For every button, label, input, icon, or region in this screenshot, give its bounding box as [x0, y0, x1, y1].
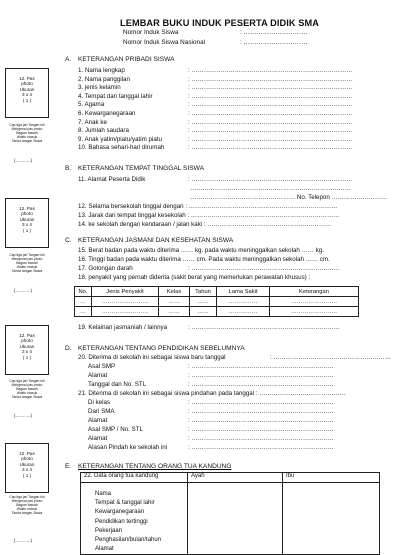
pribadi-value[interactable]: : ……………………………………………………………………: [188, 110, 353, 117]
cell[interactable]: ……………………: [270, 307, 359, 317]
photo-line: ( 1 ): [22, 472, 32, 478]
kendaraan[interactable]: 14. ke sekolah dengan kendaraan / jalan kaki : ……………………………………………………: [78, 221, 332, 228]
photo-line: 3 x 4: [22, 467, 32, 473]
cell[interactable]: ……: [190, 307, 217, 317]
ayah-cell[interactable]: [188, 483, 283, 555]
photo-text: [5, 451, 49, 478]
section-b-letter: B.: [65, 165, 72, 172]
d21-label: Asal SMP / No. STL: [88, 426, 143, 433]
alamat-label: 11. Alamat Peserta Didik: [78, 176, 146, 183]
pribadi-label: 5. Agama: [78, 101, 105, 109]
section-d-letter: D.: [65, 345, 72, 352]
tinggi-badan[interactable]: 16. Tinggi badan pada waktu diterima …… cm. Pada waktu meninggalkan sekolah …… cm.: [78, 256, 330, 263]
section-e-title: KETERANGAN TENTANG ORANG TUA KANDUNG: [78, 463, 232, 470]
caption-line: Bagian bawah: [16, 386, 38, 391]
section-a-title: KETERANGAN PRIBADI SISWA: [78, 56, 175, 63]
d21-label: Alamat: [88, 435, 108, 442]
pribadi-label: 4. Tempat dan tanggal lahir: [78, 92, 153, 100]
golongan-darah-value[interactable]: : ………………………………………………………………: [188, 265, 340, 272]
d20-value[interactable]: : ……………………………………………………………: [188, 381, 334, 388]
q20-value[interactable]: : …………………………………………………: [270, 354, 392, 361]
photo-line: photo: [21, 211, 33, 217]
cell[interactable]: …: [75, 297, 92, 307]
pribadi-value[interactable]: : ……………………………………………………………………: [188, 127, 353, 135]
photo-caption: [3, 254, 51, 274]
berat-badan[interactable]: 15. Berat badan pada waktu diterima …… kg. pada waktu meninggalkan sekolah …… kg.: [78, 247, 324, 254]
golongan-darah-label: 17. Golongan darah: [78, 265, 133, 272]
caption-line: Cap tiga jari Tangan kiri: [9, 495, 45, 499]
col-kelas: Kelas: [159, 287, 190, 297]
d20-value[interactable]: : ……………………………………………………………: [188, 372, 334, 379]
pribadi-label: 3. jenis kelamin: [78, 84, 121, 92]
caption-line: Bagian bawah: [16, 260, 38, 265]
cell[interactable]: ……: [159, 297, 190, 307]
caption-line: Cap tiga jari Tangan kiri: [9, 379, 45, 383]
table-row: [75, 297, 359, 307]
d21-value[interactable]: : ……………………………………………………………: [188, 444, 334, 451]
d20-label: Tanggal dan No. STL: [88, 381, 147, 388]
page-title: LEMBAR BUKU INDUK PESERTA DIDIK SMA: [120, 18, 319, 28]
photo-line: 3 x 4: [22, 92, 32, 98]
d21-label: Alasan Pindah ke sekolah ini: [88, 444, 168, 451]
ortu-row-label: Pekerjaan: [95, 527, 123, 534]
ibu-cell[interactable]: [283, 483, 380, 555]
orang-tua-body: [81, 483, 380, 555]
d21-value[interactable]: : ……………………………………………………………: [188, 399, 334, 406]
caption-line: Mengenai pas photo: [11, 382, 43, 387]
d21-value[interactable]: : ……………………………………………………………: [188, 417, 334, 424]
pribadi-value[interactable]: : ……………………………………………………………………: [188, 75, 353, 83]
col-no: No.: [75, 287, 92, 297]
pribadi-label: 9. Anak yatim/piatu/yatim piatu: [78, 135, 162, 143]
section-c-letter: C.: [65, 237, 72, 244]
kelainan-value[interactable]: : ………………………………………………………………: [188, 324, 340, 331]
q21-label[interactable]: 21. Diterima di sekolah ini sebagai siswa pindahan pada tanggal : ……………………………………: [78, 390, 346, 397]
caption-line: Mengenai pas photo: [11, 126, 43, 131]
alamat-value-2[interactable]: ……………………………………………………………………: [190, 185, 351, 192]
photo-line: Ukuran: [19, 343, 35, 349]
photo-line: ( 1 ): [22, 97, 32, 103]
pribadi-label: 1. Nama lengkap: [78, 67, 125, 74]
nis-label: Nomor Induk Siswa: [123, 29, 179, 36]
photo-text: [5, 333, 49, 360]
ortu-row-label: Pendidikan tertinggi: [95, 518, 148, 525]
cell[interactable]: …: [75, 307, 92, 317]
photo-caption: [3, 380, 51, 400]
caption-line: Tanda tangan Siswa: [11, 268, 43, 273]
photo-text: [5, 76, 49, 103]
alamat-value[interactable]: : ……………………………………………………………………: [188, 176, 353, 183]
pribadi-label: 6. Kewarganegaraan: [78, 110, 136, 117]
col-data-ortu: 22. Data orang tua kandung: [81, 473, 188, 483]
pribadi-label: 2. Nama panggilan: [78, 75, 130, 83]
ortu-row-label: Tempat & tanggal lahir: [95, 500, 155, 507]
section-b-title: KETERANGAN TEMPAT TINGGAL SISWA: [78, 165, 205, 172]
caption-line: Tanda tangan Siswa: [11, 138, 43, 143]
d21-label: Alamat: [88, 417, 108, 424]
caption-line: Tanda tangan Siswa: [11, 394, 43, 399]
d20-value[interactable]: : ……………………………………………………………: [188, 363, 334, 370]
pribadi-label: 7. Anak ke: [78, 118, 107, 126]
d21-value[interactable]: : ……………………………………………………………: [188, 435, 334, 442]
photo-line: 3 x 4: [22, 349, 32, 355]
col-lama-sakit: Lama Sakit: [217, 287, 270, 297]
pribadi-value[interactable]: : ……………………………………………………………………: [188, 101, 353, 109]
col-ayah: Ayah: [188, 473, 283, 483]
caption-line: Waktu masuk: [16, 134, 38, 139]
cell[interactable]: ……: [159, 307, 190, 317]
ortu-labels: [81, 483, 188, 555]
photo-line: 12. Pas: [19, 451, 35, 456]
cell[interactable]: ……………: [217, 297, 270, 307]
photo-line: Ukuran: [19, 461, 35, 467]
ortu-row-label: Kewarganegaraan: [95, 509, 145, 516]
pribadi-label: 8. Jumlah saudara: [78, 127, 129, 135]
photo-line: Ukuran: [19, 216, 35, 222]
section-a-letter: A.: [65, 56, 72, 63]
table-row: [75, 307, 359, 317]
cell[interactable]: ……………………: [270, 297, 359, 307]
caption-line: Cap tiga jari Tangan kiri: [9, 123, 45, 127]
photo-line: 12. Pas: [19, 206, 35, 211]
photo-line: 3 x 4: [22, 222, 32, 228]
pribadi-value[interactable]: : ……………………………………………………………………: [188, 135, 353, 143]
photo-line: 12. Pas: [19, 76, 35, 81]
cell[interactable]: ……………………: [92, 297, 159, 307]
signature-line[interactable]: (............): [14, 158, 32, 163]
ortu-row-label: Penghasilan/bulan/tahun: [95, 537, 162, 544]
d21-label: Di kelas: [88, 399, 111, 406]
pribadi-value[interactable]: : ……………………………………………………………………: [188, 118, 353, 126]
photo-line: ( 1 ): [22, 354, 32, 360]
section-e-letter: E.: [65, 463, 72, 470]
pribadi-value[interactable]: : ……………………………………………………………………: [188, 84, 353, 92]
signature-line[interactable]: (............): [14, 538, 32, 543]
caption-line: Tanda tangan Siswa: [11, 510, 43, 515]
photo-line: 12. Pas: [19, 333, 35, 338]
signature-line[interactable]: (............): [14, 288, 32, 293]
nisn-label: Nomor Induk Siswa Nasional: [123, 39, 206, 46]
col-jenis-penyakit: Jenis Penyakit: [92, 287, 159, 297]
photo-line: photo: [21, 81, 33, 87]
orang-tua-table: [80, 472, 380, 555]
pribadi-value[interactable]: : ……………………………………………………………………: [188, 144, 353, 152]
section-d-title: KETERANGAN TENTANG PENDIDIKAN SEBELUMNYA: [78, 345, 245, 352]
photo-caption: [3, 124, 51, 144]
pribadi-value[interactable]: : ……………………………………………………………………: [188, 67, 353, 74]
photo-line: photo: [21, 456, 33, 462]
signature-line[interactable]: (............): [14, 413, 32, 418]
caption-line: Cap tiga jari Tangan kiri: [9, 253, 45, 257]
photo-text: [5, 206, 49, 233]
photo-line: photo: [21, 338, 33, 344]
photo-line: ( 1 ): [22, 227, 32, 233]
cell[interactable]: ……………: [217, 307, 270, 317]
photo-caption: [3, 496, 51, 516]
pribadi-value[interactable]: : ……………………………………………………………………: [188, 92, 353, 100]
jarak-sekolah[interactable]: 13. Jarak dari tempat tinggal kesekolah : ………………………………………………………………: [78, 212, 340, 219]
penyakit-table-header: [75, 287, 359, 297]
caption-line: Waktu masuk: [16, 390, 38, 395]
telepon-line[interactable]: …………………………………………… No. Telepon ………………………: [190, 194, 388, 201]
cell[interactable]: ……………………: [92, 307, 159, 317]
tinggal-dengan[interactable]: 12. Selama bersekolah tinggal dengan : ………………………………………………………………: [78, 203, 338, 210]
pribadi-label: 10. Bahasa sehari-hari dirumah: [78, 144, 165, 152]
d21-value[interactable]: : ……………………………………………………………: [188, 426, 334, 433]
col-keterangan: Keterangan: [270, 287, 359, 297]
section-c-title: KETERANGAN JASMANI DAN KESEHATAN SISWA: [78, 237, 234, 244]
col-ibu: Ibu: [283, 473, 380, 483]
caption-line: Mengenai pas photo: [11, 256, 43, 261]
penyakit-table: [74, 286, 359, 317]
caption-line: Bagian bawah: [16, 130, 38, 135]
orang-tua-header: [81, 473, 380, 483]
nisn-value[interactable]: : …………………………: [240, 39, 308, 46]
d21-label: Dari SMA: [88, 408, 115, 415]
caption-line: Waktu masuk: [16, 264, 38, 269]
kelainan-label: 19. Kelainan jasmaniah / lainnya: [78, 324, 168, 331]
ortu-row-label: Alamat: [95, 546, 114, 553]
q20-label: 20. Diterima di sekolah ini sebagai siswa baru tanggal: [78, 354, 226, 361]
d21-value[interactable]: : ……………………………………………………………: [188, 408, 334, 415]
d20-label: Alamat: [88, 372, 108, 379]
ortu-row-label: Nama: [95, 491, 112, 497]
d20-label: Asal SMP: [88, 363, 116, 370]
caption-line: Bagian bawah: [16, 502, 38, 507]
col-tahun: Tahun: [190, 287, 217, 297]
photo-line: Ukuran: [19, 86, 35, 92]
caption-line: Mengenai pas photo: [11, 498, 43, 503]
caption-line: Waktu masuk: [16, 506, 38, 511]
penyakit-label: 18. penyakit yang pernah diderita (sakit berat yang memerlukan perawatan khusus) :: [78, 274, 311, 281]
nis-value[interactable]: : …………………………: [240, 29, 308, 36]
cell[interactable]: ……: [190, 297, 217, 307]
